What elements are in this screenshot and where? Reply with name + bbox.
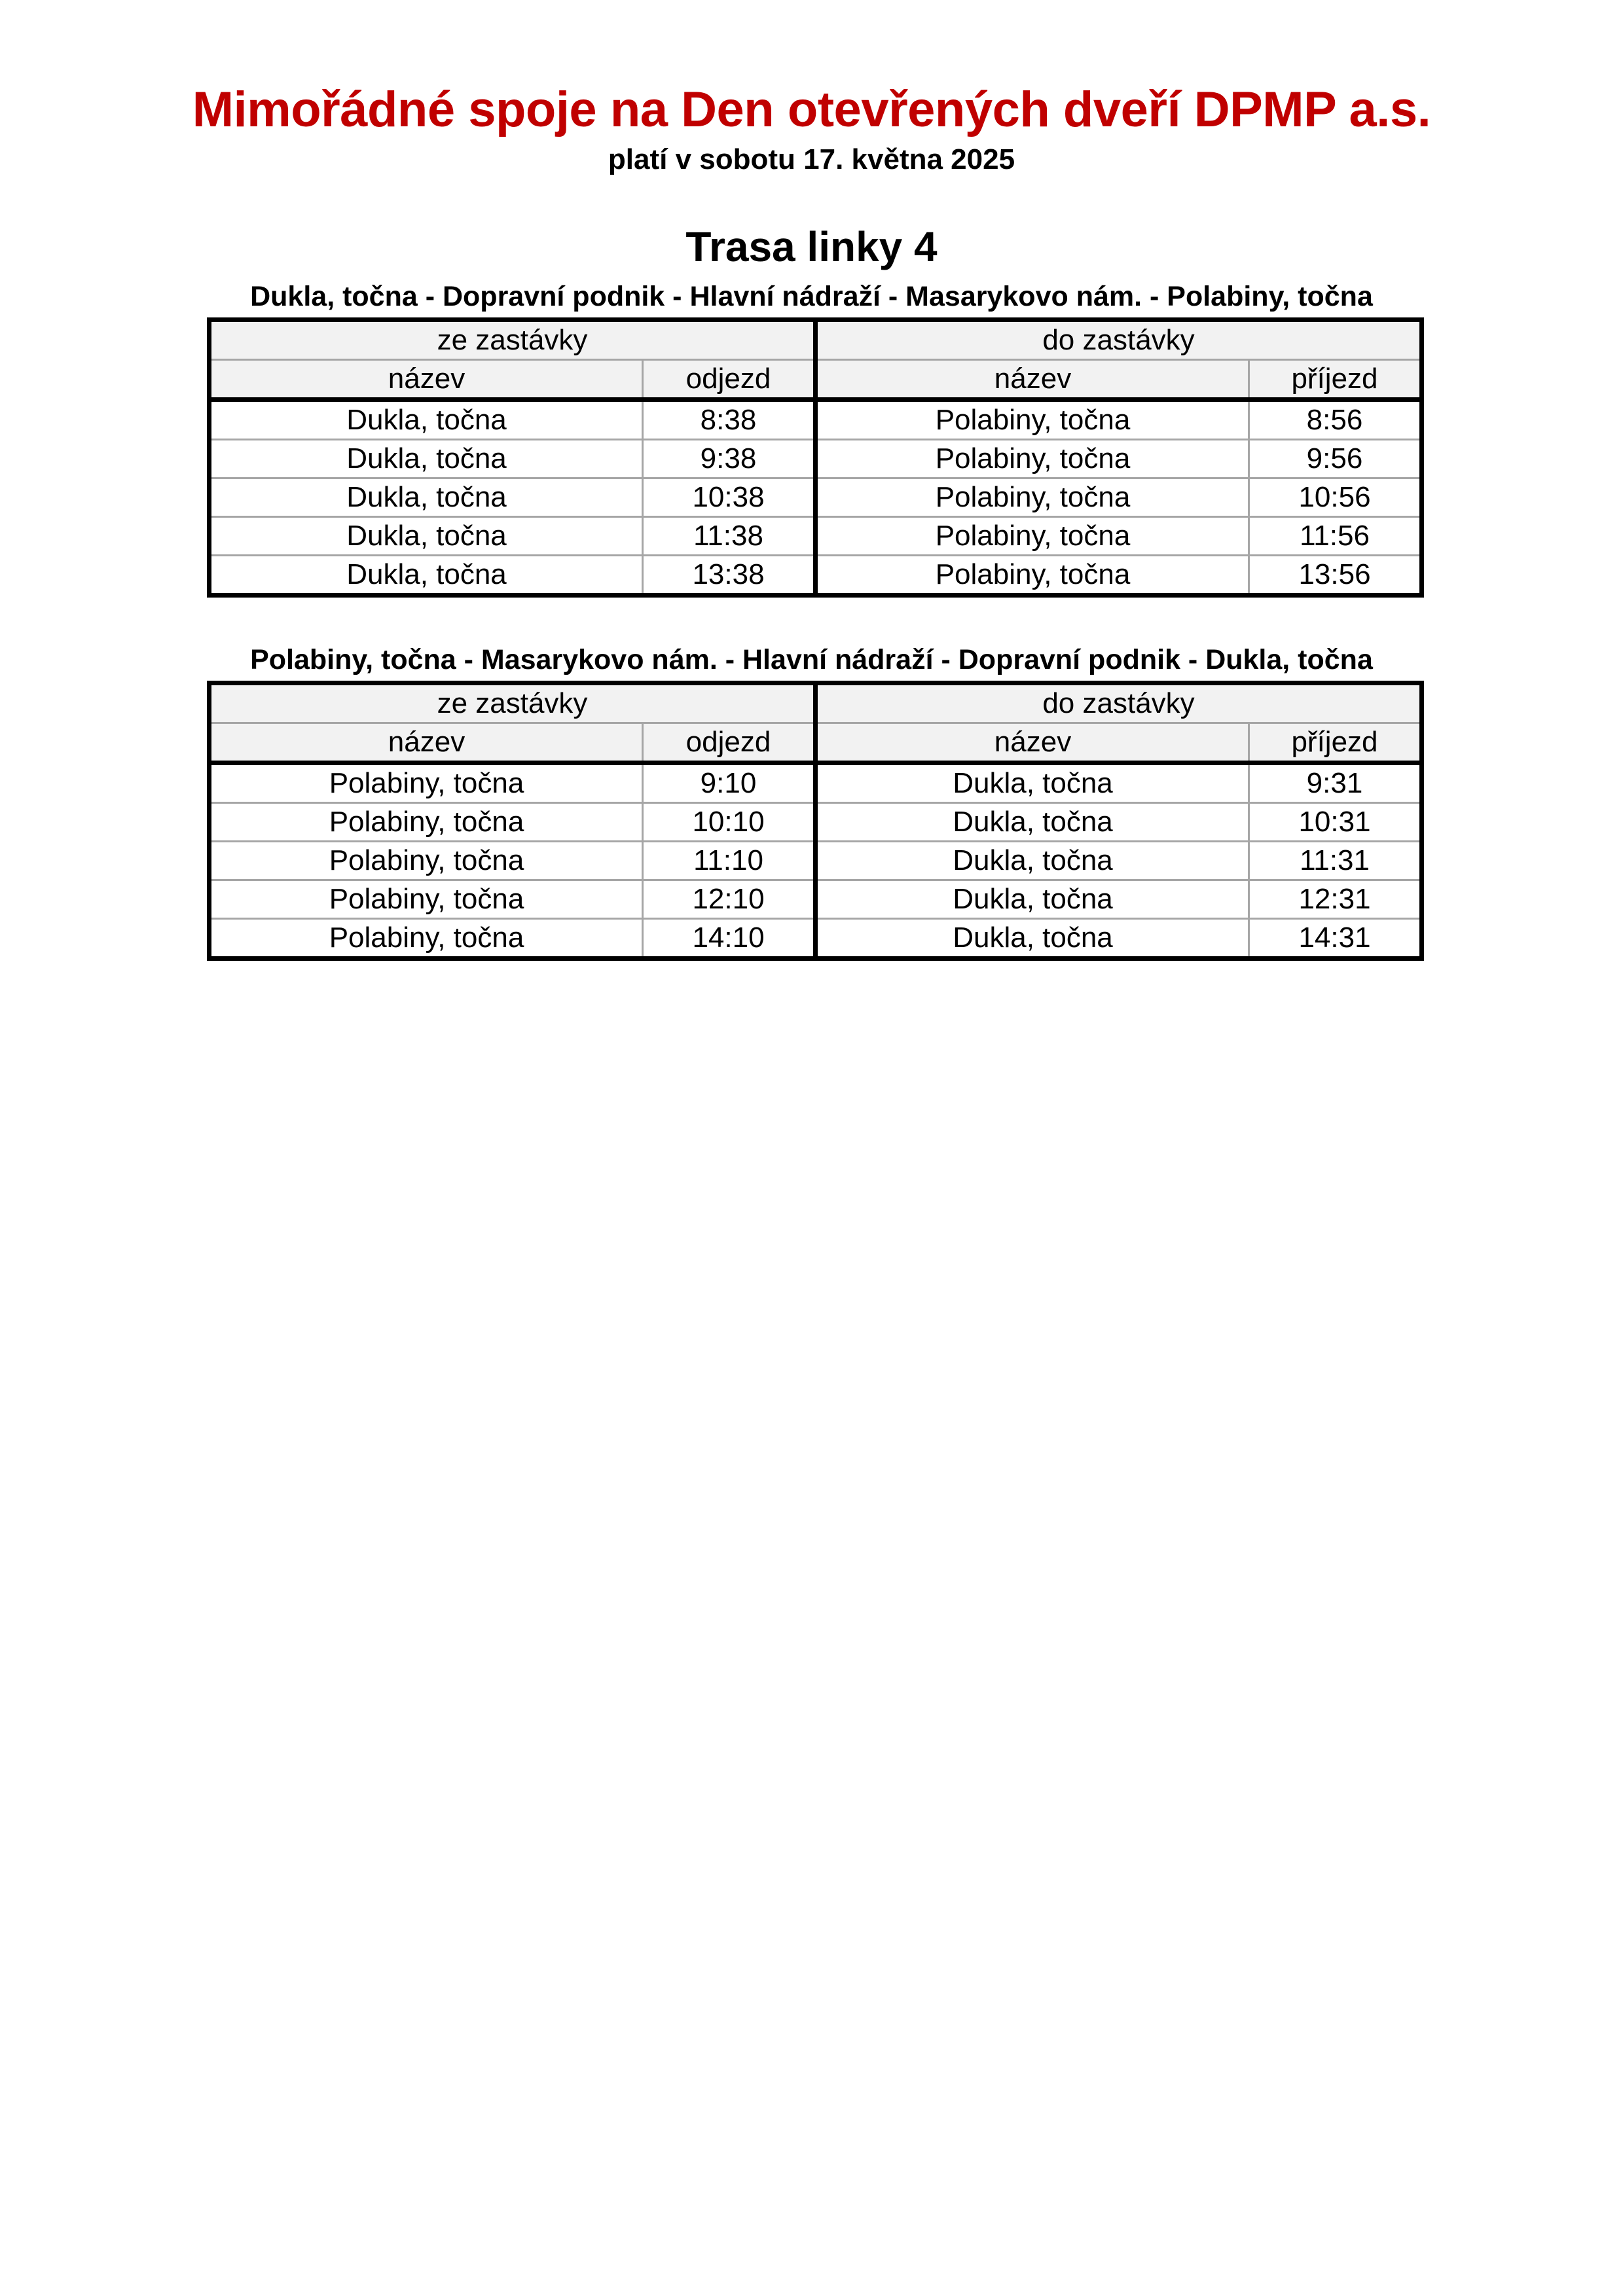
to-stop: Polabiny, točna — [816, 400, 1249, 440]
validity-date: platí v sobotu 17. května 2025 — [608, 143, 1015, 175]
from-stop: Polabiny, točna — [210, 842, 643, 880]
timetable-direction-1 — [207, 317, 1424, 598]
arrival-time: 10:56 — [1249, 478, 1422, 517]
col-departure: odjezd — [643, 360, 816, 400]
table-row — [210, 400, 1422, 440]
departure-time: 12:10 — [643, 880, 816, 919]
from-stop: Polabiny, točna — [210, 803, 643, 842]
departure-time: 13:38 — [643, 556, 816, 596]
group-to-header: do zastávky — [816, 683, 1422, 723]
page-title: Mimořádné spoje na Den otevřených dveří DPMP a.s. — [192, 82, 1431, 137]
arrival-time: 9:56 — [1249, 440, 1422, 478]
route-label-direction-2: Polabiny, točna - Masarykovo nám. - Hlavní nádraží - Dopravní podnik - Dukla, točna — [250, 644, 1373, 675]
to-stop: Polabiny, točna — [816, 478, 1249, 517]
departure-time: 10:10 — [643, 803, 816, 842]
col-departure: odjezd — [643, 723, 816, 763]
departure-time: 9:10 — [643, 763, 816, 803]
from-stop: Dukla, točna — [210, 400, 643, 440]
to-stop: Dukla, točna — [816, 763, 1249, 803]
line-route-heading: Trasa linky 4 — [685, 223, 938, 270]
arrival-time: 8:56 — [1249, 400, 1422, 440]
table-row — [210, 517, 1422, 556]
departure-time: 10:38 — [643, 478, 816, 517]
group-from-header: ze zastávky — [210, 683, 816, 723]
departure-time: 11:38 — [643, 517, 816, 556]
arrival-time: 9:31 — [1249, 763, 1422, 803]
arrival-time: 11:56 — [1249, 517, 1422, 556]
table-row — [210, 763, 1422, 803]
table-row — [210, 556, 1422, 596]
arrival-time: 12:31 — [1249, 880, 1422, 919]
from-stop: Dukla, točna — [210, 440, 643, 478]
timetable-direction-2 — [207, 681, 1424, 961]
group-header-row — [210, 320, 1422, 360]
from-stop: Polabiny, točna — [210, 763, 643, 803]
col-from-name: název — [210, 360, 643, 400]
col-from-name: název — [210, 723, 643, 763]
to-stop: Dukla, točna — [816, 803, 1249, 842]
departure-time: 14:10 — [643, 919, 816, 959]
group-header-row — [210, 683, 1422, 723]
from-stop: Dukla, točna — [210, 556, 643, 596]
col-to-name: název — [816, 360, 1249, 400]
to-stop: Polabiny, točna — [816, 517, 1249, 556]
to-stop: Dukla, točna — [816, 842, 1249, 880]
to-stop: Polabiny, točna — [816, 440, 1249, 478]
group-to-header: do zastávky — [816, 320, 1422, 360]
col-arrival: příjezd — [1249, 360, 1422, 400]
to-stop: Dukla, točna — [816, 919, 1249, 959]
col-arrival: příjezd — [1249, 723, 1422, 763]
col-to-name: název — [816, 723, 1249, 763]
from-stop: Dukla, točna — [210, 478, 643, 517]
from-stop: Dukla, točna — [210, 517, 643, 556]
column-header-row — [210, 360, 1422, 400]
departure-time: 9:38 — [643, 440, 816, 478]
arrival-time: 13:56 — [1249, 556, 1422, 596]
to-stop: Dukla, točna — [816, 880, 1249, 919]
from-stop: Polabiny, točna — [210, 919, 643, 959]
arrival-time: 10:31 — [1249, 803, 1422, 842]
table-row — [210, 803, 1422, 842]
departure-time: 11:10 — [643, 842, 816, 880]
column-header-row — [210, 723, 1422, 763]
group-from-header: ze zastávky — [210, 320, 816, 360]
table-row — [210, 478, 1422, 517]
arrival-time: 11:31 — [1249, 842, 1422, 880]
from-stop: Polabiny, točna — [210, 880, 643, 919]
to-stop: Polabiny, točna — [816, 556, 1249, 596]
table-row — [210, 880, 1422, 919]
table-row — [210, 842, 1422, 880]
table-row — [210, 440, 1422, 478]
departure-time: 8:38 — [643, 400, 816, 440]
table-row — [210, 919, 1422, 959]
route-label-direction-1: Dukla, točna - Dopravní podnik - Hlavní nádraží - Masarykovo nám. - Polabiny, točna — [250, 281, 1373, 312]
arrival-time: 14:31 — [1249, 919, 1422, 959]
